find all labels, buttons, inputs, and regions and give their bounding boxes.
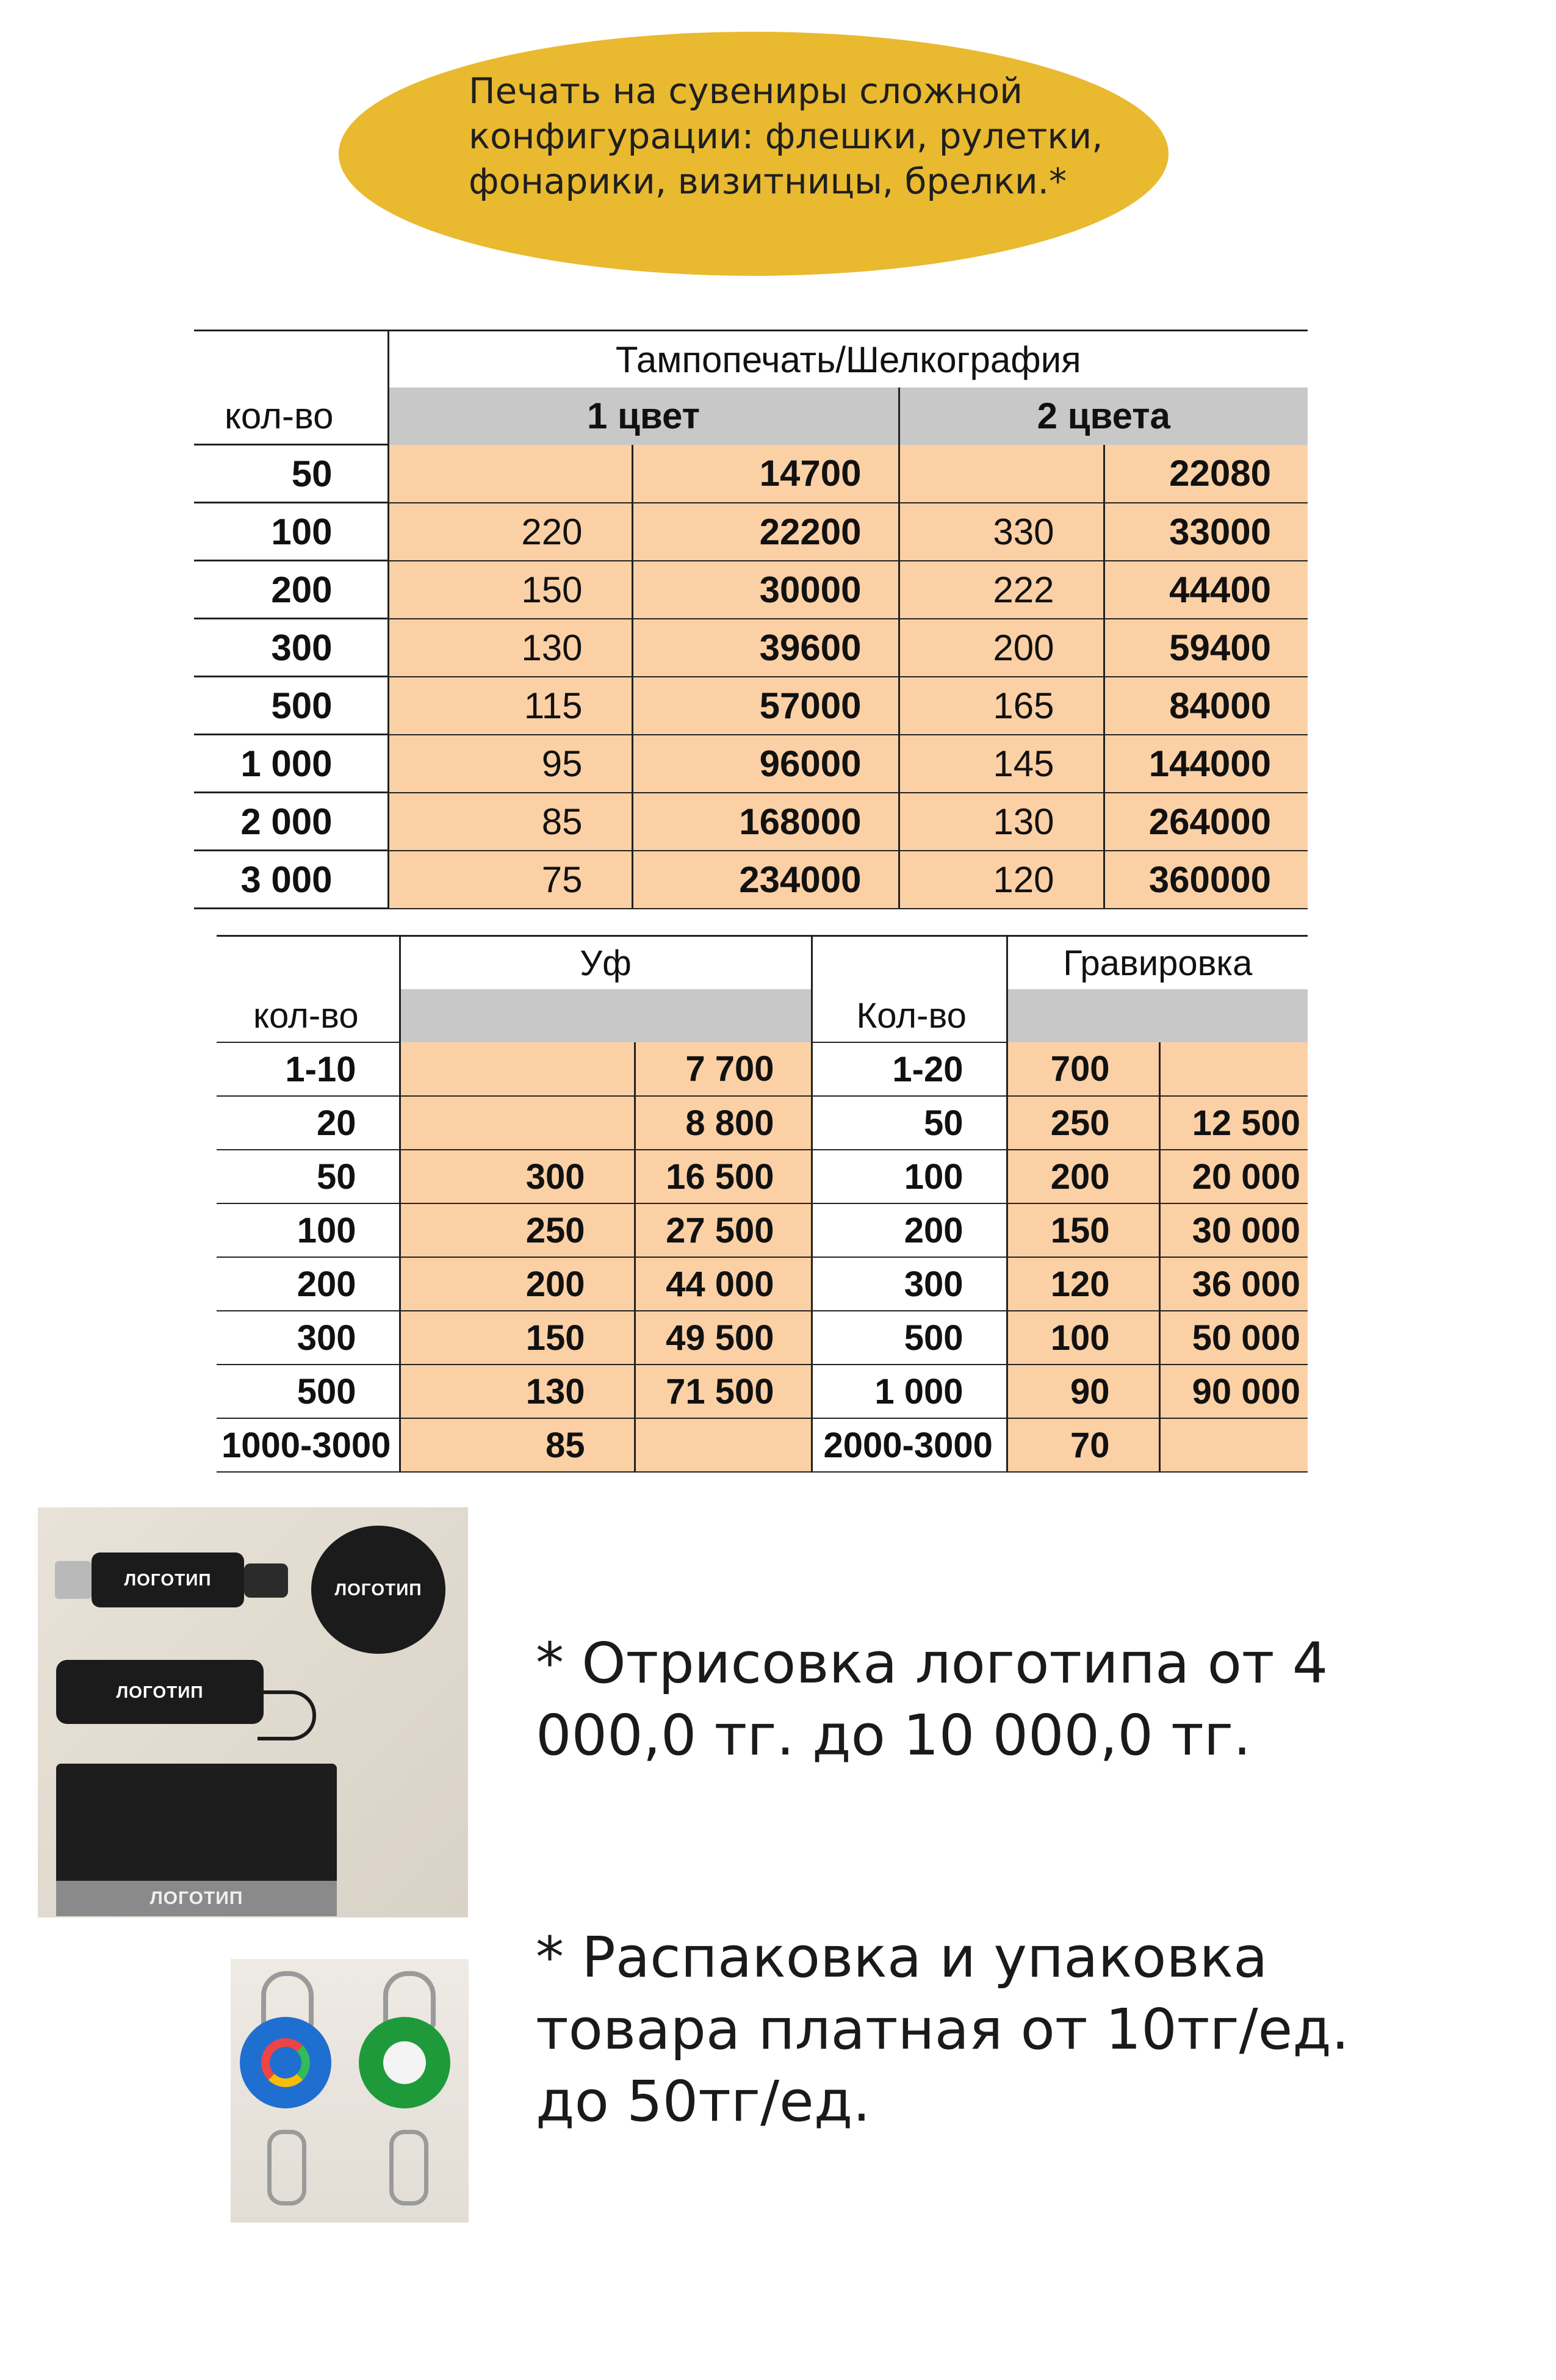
one-color-unit-price: 115 xyxy=(388,677,632,735)
one-color-unit-price: 220 xyxy=(388,503,632,561)
uv-qty-cell: 200 xyxy=(217,1257,400,1311)
two-color-unit-price xyxy=(899,445,1104,503)
engraving-unit-price: 200 xyxy=(1007,1150,1159,1203)
uv-qty-cell: 50 xyxy=(217,1150,400,1203)
table-row xyxy=(217,1150,1308,1203)
engraving-total: 20 000 xyxy=(1159,1150,1308,1203)
table-row xyxy=(194,735,1308,793)
two-color-unit-price: 165 xyxy=(899,677,1104,735)
engraving-total xyxy=(1159,1418,1308,1472)
uv-engraving-price-table xyxy=(217,935,1308,1473)
one-color-total: 14700 xyxy=(632,445,899,503)
two-color-total: 360000 xyxy=(1104,851,1308,909)
uv-total: 16 500 xyxy=(635,1150,812,1203)
engraving-unit-price: 150 xyxy=(1007,1203,1159,1257)
qty-cell: 3 000 xyxy=(194,851,388,909)
one-color-total: 96000 xyxy=(632,735,899,793)
pad-print-price-table xyxy=(194,330,1308,909)
flashlight-strap xyxy=(258,1690,316,1740)
g-logo-icon xyxy=(261,2038,310,2087)
keychains-photo xyxy=(231,1959,469,2223)
qty-cell: 300 xyxy=(194,619,388,677)
uv-unit-price: 300 xyxy=(400,1150,635,1203)
card-holder-plate xyxy=(56,1881,337,1916)
two-color-unit-price: 200 xyxy=(899,619,1104,677)
one-color-total: 57000 xyxy=(632,677,899,735)
note2-line-1: * Распаковка и упаковка xyxy=(536,1925,1268,1990)
uv-unit-price: 150 xyxy=(400,1311,635,1365)
table-row xyxy=(194,561,1308,619)
notes xyxy=(536,1578,1350,2188)
engraving-unit-price: 120 xyxy=(1007,1257,1159,1311)
flashlight xyxy=(56,1660,264,1724)
engraving-unit-price: 700 xyxy=(1007,1042,1159,1096)
header-line-1: Печать на сувениры сложной xyxy=(469,70,1023,112)
one-color-total: 234000 xyxy=(632,851,899,909)
uv-qty-cell: 500 xyxy=(217,1365,400,1418)
flashlight-logo-label: ЛОГОТИП xyxy=(116,1682,204,1701)
engraving-unit-price: 70 xyxy=(1007,1418,1159,1472)
engraving-qty-cell: 50 xyxy=(812,1096,1007,1150)
cardholder-logo-label: ЛОГОТИП xyxy=(149,1888,243,1908)
table-row xyxy=(217,1365,1308,1418)
engraving-qty-header: Кол-во xyxy=(812,989,1007,1042)
table-row xyxy=(194,619,1308,677)
header-text xyxy=(469,68,1103,204)
engraving-total: 36 000 xyxy=(1159,1257,1308,1311)
one-color-total: 30000 xyxy=(632,561,899,619)
two-color-unit-price: 120 xyxy=(899,851,1104,909)
one-color-total: 39600 xyxy=(632,619,899,677)
uv-total: 71 500 xyxy=(635,1365,812,1418)
products-photo xyxy=(38,1507,468,1917)
uv-qty-cell: 1-10 xyxy=(217,1042,400,1096)
uv-total: 7 700 xyxy=(635,1042,812,1096)
note2-line-3: до 50тг/ед. xyxy=(536,2069,871,2134)
engraving-total: 30 000 xyxy=(1159,1203,1308,1257)
note1-line-2: 000,0 тг. до 10 000,0 тг. xyxy=(536,1703,1252,1768)
table-row xyxy=(194,793,1308,851)
one-color-unit-price xyxy=(388,445,632,503)
uv-unit-price xyxy=(400,1042,635,1096)
header-line-3: фонарики, визитницы, брелки.* xyxy=(469,160,1067,202)
qty-cell: 200 xyxy=(194,561,388,619)
engraving-grey-band xyxy=(1007,989,1308,1042)
usb-cap xyxy=(244,1563,288,1598)
engraving-total: 90 000 xyxy=(1159,1365,1308,1418)
one-color-unit-price: 75 xyxy=(388,851,632,909)
engraving-total: 50 000 xyxy=(1159,1311,1308,1365)
uv-unit-price: 250 xyxy=(400,1203,635,1257)
table-row xyxy=(217,1418,1308,1472)
one-color-unit-price: 85 xyxy=(388,793,632,851)
note2-line-2: товара платная от 10тг/ед. xyxy=(536,1997,1350,2062)
qty-cell: 2 000 xyxy=(194,793,388,851)
tape-logo-label: ЛОГОТИП xyxy=(334,1580,422,1599)
uv-qty-cell: 300 xyxy=(217,1311,400,1365)
uv-total xyxy=(635,1418,812,1472)
engraving-unit-price: 100 xyxy=(1007,1311,1159,1365)
qty-cell: 500 xyxy=(194,677,388,735)
table-row xyxy=(194,445,1308,503)
two-color-total: 144000 xyxy=(1104,735,1308,793)
two-color-total: 84000 xyxy=(1104,677,1308,735)
hook-right xyxy=(389,2130,428,2205)
uv-unit-price: 85 xyxy=(400,1418,635,1472)
table-row xyxy=(217,1311,1308,1365)
two-color-header: 2 цвета xyxy=(899,388,1308,445)
uv-qty-cell: 1000-3000 xyxy=(217,1418,400,1472)
uv-title: Уф xyxy=(400,936,812,990)
two-color-unit-price: 130 xyxy=(899,793,1104,851)
usb-connector xyxy=(55,1561,92,1599)
qty-cell: 50 xyxy=(194,445,388,503)
usb-drive xyxy=(92,1552,244,1607)
uv-unit-price xyxy=(400,1096,635,1150)
uv-qty-cell: 100 xyxy=(217,1203,400,1257)
one-color-unit-price: 95 xyxy=(388,735,632,793)
engraving-qty-cell: 300 xyxy=(812,1257,1007,1311)
usb-logo-label: ЛОГОТИП xyxy=(124,1570,212,1589)
hook-left xyxy=(267,2130,306,2205)
table-row xyxy=(194,851,1308,909)
table-row xyxy=(217,1203,1308,1257)
engraving-qty-cell: 1-20 xyxy=(812,1042,1007,1096)
uv-unit-price: 130 xyxy=(400,1365,635,1418)
one-color-total: 22200 xyxy=(632,503,899,561)
uv-grey-band xyxy=(400,989,812,1042)
uv-qty-header: кол-во xyxy=(217,989,400,1042)
qty-cell: 1 000 xyxy=(194,735,388,793)
two-color-total: 59400 xyxy=(1104,619,1308,677)
note1-line-1: * Отрисовка логотипа от 4 xyxy=(536,1631,1328,1696)
qty-header: кол-во xyxy=(194,388,388,445)
qty-cell: 100 xyxy=(194,503,388,561)
engraving-qty-cell: 100 xyxy=(812,1150,1007,1203)
engraving-qty-cell: 1 000 xyxy=(812,1365,1007,1418)
one-color-total: 168000 xyxy=(632,793,899,851)
engraving-qty-cell: 200 xyxy=(812,1203,1007,1257)
table-row xyxy=(194,677,1308,735)
two-color-total: 33000 xyxy=(1104,503,1308,561)
uv-total: 49 500 xyxy=(635,1311,812,1365)
engraving-unit-price: 90 xyxy=(1007,1365,1159,1418)
two-color-total: 44400 xyxy=(1104,561,1308,619)
engraving-title: Гравировка xyxy=(1007,936,1308,990)
table-row xyxy=(217,1042,1308,1096)
two-color-unit-price: 330 xyxy=(899,503,1104,561)
method-title: Тампопечать/Шелкография xyxy=(388,331,1308,388)
table-row xyxy=(194,503,1308,561)
one-color-unit-price: 130 xyxy=(388,619,632,677)
engraving-unit-price: 250 xyxy=(1007,1096,1159,1150)
table-row xyxy=(217,1096,1308,1150)
one-color-unit-price: 150 xyxy=(388,561,632,619)
two-color-total: 264000 xyxy=(1104,793,1308,851)
engraving-qty-cell: 500 xyxy=(812,1311,1007,1365)
leaf-icon xyxy=(383,2041,426,2084)
uv-unit-price: 200 xyxy=(400,1257,635,1311)
engraving-total xyxy=(1159,1042,1308,1096)
two-color-unit-price: 222 xyxy=(899,561,1104,619)
engraving-qty-cell: 2000-3000 xyxy=(812,1418,1007,1472)
two-color-unit-price: 145 xyxy=(899,735,1104,793)
one-color-header: 1 цвет xyxy=(388,388,899,445)
uv-total: 44 000 xyxy=(635,1257,812,1311)
uv-qty-cell: 20 xyxy=(217,1096,400,1150)
two-color-total: 22080 xyxy=(1104,445,1308,503)
uv-total: 27 500 xyxy=(635,1203,812,1257)
tape-measure xyxy=(311,1526,445,1654)
engraving-total: 12 500 xyxy=(1159,1096,1308,1150)
table-row xyxy=(217,1257,1308,1311)
uv-total: 8 800 xyxy=(635,1096,812,1150)
header-line-2: конфигурации: флешки, рулетки, xyxy=(469,115,1103,157)
